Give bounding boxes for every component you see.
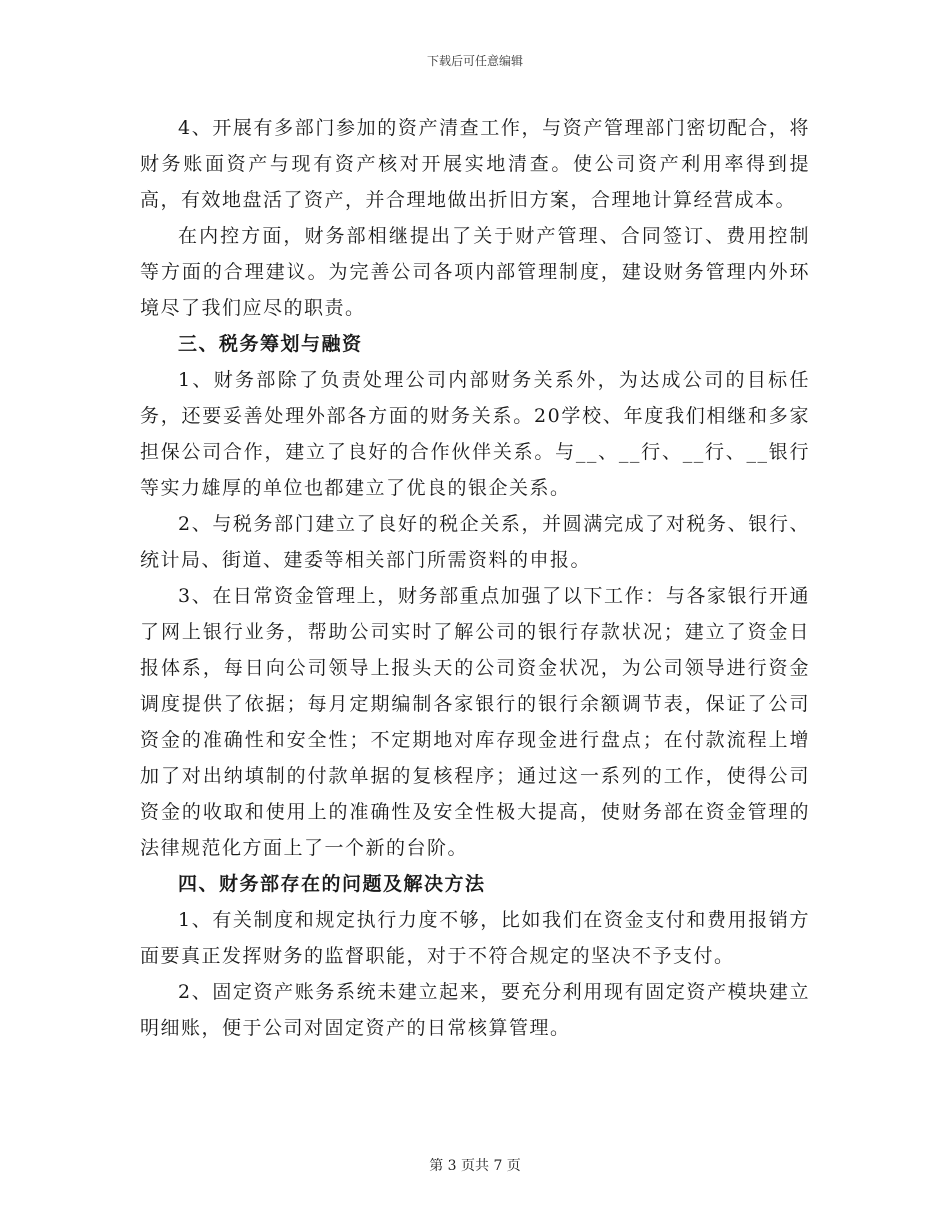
paragraph-external-relations: 1、财务部除了负责处理公司内部财务关系外，为达成公司的目标任务，还要妥善处理外部各方面的财务关系。20学校、年度我们相继和多家担保公司合作，建立了良好的合作伙伴关系。与__、__行、__行、__银行等实力雄厚的单位也都建立了优良的银企关系。 [140,369,810,499]
section-heading-problems-solutions: 四、财务部存在的问题及解决方法 [178,873,486,895]
paragraph-asset-inventory: 4、开展有多部门参加的资产清查工作，与资产管理部门密切配合，将财务账面资产与现有资产核对开展实地清查。使公司资产利用率得到提高，有效地盘活了资产，并合理地做出折旧方案，合理地计算经营成本。 [140,117,810,211]
page-number: 第 3 页共 7 页 [429,1158,521,1174]
paragraph-enforcement: 1、有关制度和规定执行力度不够，比如我们在资金支付和费用报销方面要真正发挥财务的监督职能，对于不符合规定的坚决不予支付。 [140,909,810,967]
section-heading-tax-financing: 三、税务筹划与融资 [178,333,363,355]
document-body [140,110,810,1046]
paragraph-fixed-assets: 2、固定资产账务系统未建立起来，要充分利用现有固定资产模块建立明细账，便于公司对固定资产的日常核算管理。 [140,981,810,1039]
paragraph-tax-relations: 2、与税务部门建立了良好的税企关系，并圆满完成了对税务、银行、统计局、街道、建委等相关部门所需资料的申报。 [140,513,810,571]
header-note: 下载后可任意编辑 [426,54,523,68]
paragraph-internal-control: 在内控方面，财务部相继提出了关于财产管理、合同签订、费用控制等方面的合理建议。为完善公司各项内部管理制度，建设财务管理内外环境尽了我们应尽的职责。 [140,225,810,319]
paragraph-fund-management: 3、在日常资金管理上，财务部重点加强了以下工作：与各家银行开通了网上银行业务，帮助公司实时了解公司的银行存款状况；建立了资金日报体系，每日向公司领导上报头天的公司资金状况，为公司领导进行资金调度提供了依据；每月定期编制各家银行的银行余额调节表，保证了公司资金的准确性和安全性；不定期地对库存现金进行盘点；在付款流程上增加了对出纳填制的付款单据的复核程序；通过这一系列的工作，使得公司资金的收取和使用上的准确性及安全性极大提高，使财务部在资金管理的法律规范化方面上了一个新的台阶。 [140,585,810,859]
